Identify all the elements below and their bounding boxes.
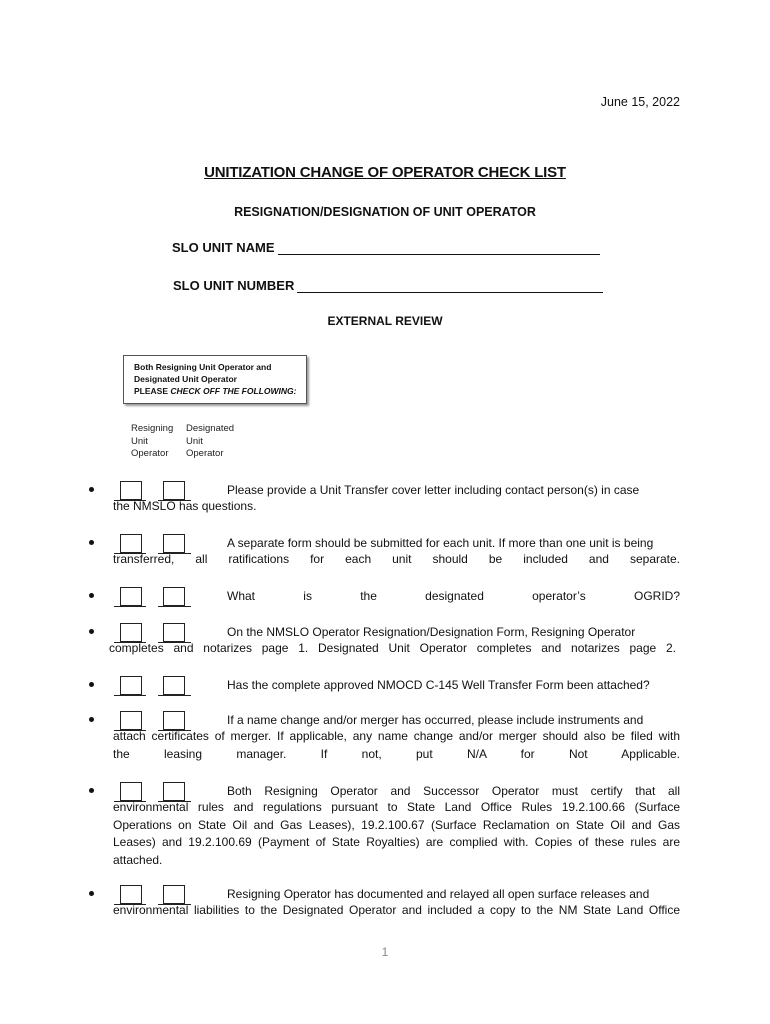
bullet-icon (89, 682, 94, 687)
designated-operator-checkbox[interactable] (163, 676, 185, 695)
bullet-icon (89, 891, 94, 896)
instruction-line-1: Both Resigning Unit Operator and (134, 362, 272, 372)
page-number: 1 (381, 945, 389, 959)
bullet-icon (89, 717, 94, 722)
item-text: If a name change and/or merger has occurred, please include instruments and (227, 713, 644, 727)
instruction-box (123, 355, 307, 404)
instruction-line-3: PLEASE CHECK OFF THE FOLLOWING: (134, 386, 297, 396)
instruction-line-2: Designated Unit Operator (134, 374, 237, 384)
checklist-item (0, 676, 770, 716)
item-text-line: Operations on State Oil and Gas Leases), 19.2.100.67 (Surface Reclamation on State Oil and Gas (113, 817, 680, 832)
item-text: A separate form should be submitted for each unit. If more than one unit is being (227, 536, 654, 550)
checklist-item (0, 623, 770, 663)
item-text-line: attached. (113, 852, 163, 867)
document-subtitle: RESIGNATION/DESIGNATION OF UNIT OPERATOR (234, 205, 536, 219)
designated-operator-checkbox[interactable] (163, 587, 185, 606)
item-continuation (113, 498, 680, 516)
item-continuation (113, 728, 680, 763)
unit-name-field[interactable] (172, 240, 600, 255)
item-text: Please provide a Unit Transfer cover letter including contact person(s) in case (227, 483, 640, 497)
bullet-icon (89, 487, 94, 492)
bullet-icon (89, 593, 94, 598)
item-text-line: transferred, all ratifications for each unit should be included and separate. (113, 552, 680, 566)
item-text-line: the NMSLO has questions. (113, 499, 257, 513)
checkbox-underline (114, 695, 146, 696)
item-continuation (109, 640, 676, 658)
item-text: Has the complete approved NMOCD C-145 Well Transfer Form been attached? (227, 678, 650, 692)
checkbox-underline (158, 606, 191, 607)
unit-name-blank[interactable] (278, 240, 600, 255)
resigning-operator-checkbox[interactable] (120, 676, 142, 695)
item-text-line: environmental rules and regulations pursuant to State Land Office Rules 19.2.100.66 (Surface (113, 800, 680, 814)
item-text-line: attach certificates of merger. If applicable, any name change and/or merger should also be filed with (113, 729, 680, 743)
item-text-line: Leases) and 19.2.100.69 (Payment of State Royalties) are complied with. Copies of these rules are (113, 835, 680, 849)
unit-number-blank[interactable] (297, 278, 603, 293)
review-label: EXTERNAL REVIEW (327, 314, 443, 328)
checkbox-underline (114, 606, 146, 607)
resigning-operator-checkbox[interactable] (120, 587, 142, 606)
checklist-item (0, 587, 770, 627)
item-text: What is the designated operator’s OGRID? (227, 589, 680, 603)
item-text: Both Resigning Operator and Successor Operator must certify that all (227, 784, 680, 798)
item-text-line: environmental liabilities to the Designated Operator and included a copy to the NM State Land Office (113, 903, 680, 917)
checklist-item (0, 711, 770, 761)
checkbox-underline (158, 695, 191, 696)
item-text-line: completes and notarizes page 1. Designated Unit Operator completes and notarizes page 2. (109, 641, 676, 655)
document-date: June 15, 2022 (600, 95, 680, 109)
bullet-icon (89, 788, 94, 793)
unit-number-label: SLO UNIT NUMBER (173, 278, 295, 293)
bullet-icon (89, 540, 94, 545)
document-title: UNITIZATION CHANGE OF OPERATOR CHECK LIST (204, 164, 566, 181)
checklist-item (0, 782, 770, 867)
checklist-item (0, 534, 770, 574)
item-continuation (113, 551, 680, 569)
item-continuation (113, 902, 680, 920)
checklist-item (0, 481, 770, 521)
column-header-resigning: Resigning Unit Operator (131, 423, 174, 459)
column-header-designated: Designated Unit Operator (186, 423, 235, 459)
unit-name-label: SLO UNIT NAME (172, 240, 275, 255)
item-text-line: the leasing manager. If not, put N/A for Not Applicable. (113, 746, 680, 761)
item-text: Resigning Operator has documented and relayed all open surface releases and (227, 887, 650, 901)
checklist-item (0, 885, 770, 925)
bullet-icon (89, 629, 94, 634)
unit-number-field[interactable] (173, 278, 603, 293)
item-text: On the NMSLO Operator Resignation/Designation Form, Resigning Operator (227, 625, 636, 639)
item-continuation (113, 799, 680, 869)
